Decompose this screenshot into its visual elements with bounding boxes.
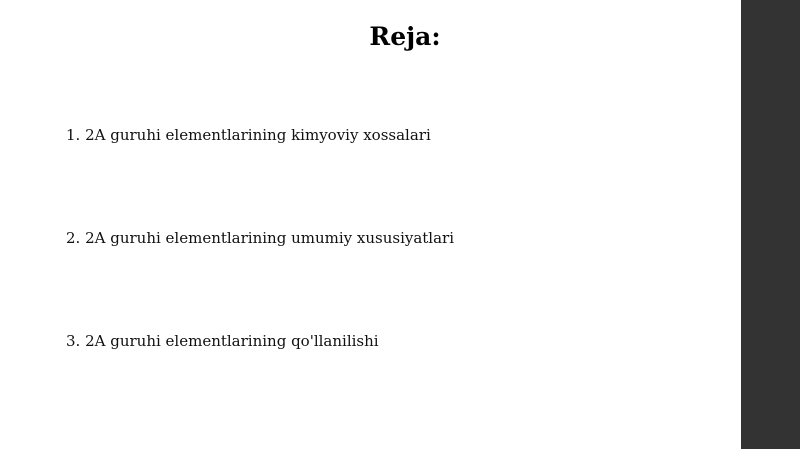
plan-item-3: 3. 2A guruhi elementlarining qo'llanilishi [66,332,379,350]
plan-item-2: 2. 2A guruhi elementlarining umumiy xususiyatlari [66,229,455,247]
slide-title: Reja: [369,22,441,51]
plan-item-1: 1. 2A guruhi elementlarining kimyoviy xossalari [66,126,431,144]
dark-side-panel [741,0,800,449]
